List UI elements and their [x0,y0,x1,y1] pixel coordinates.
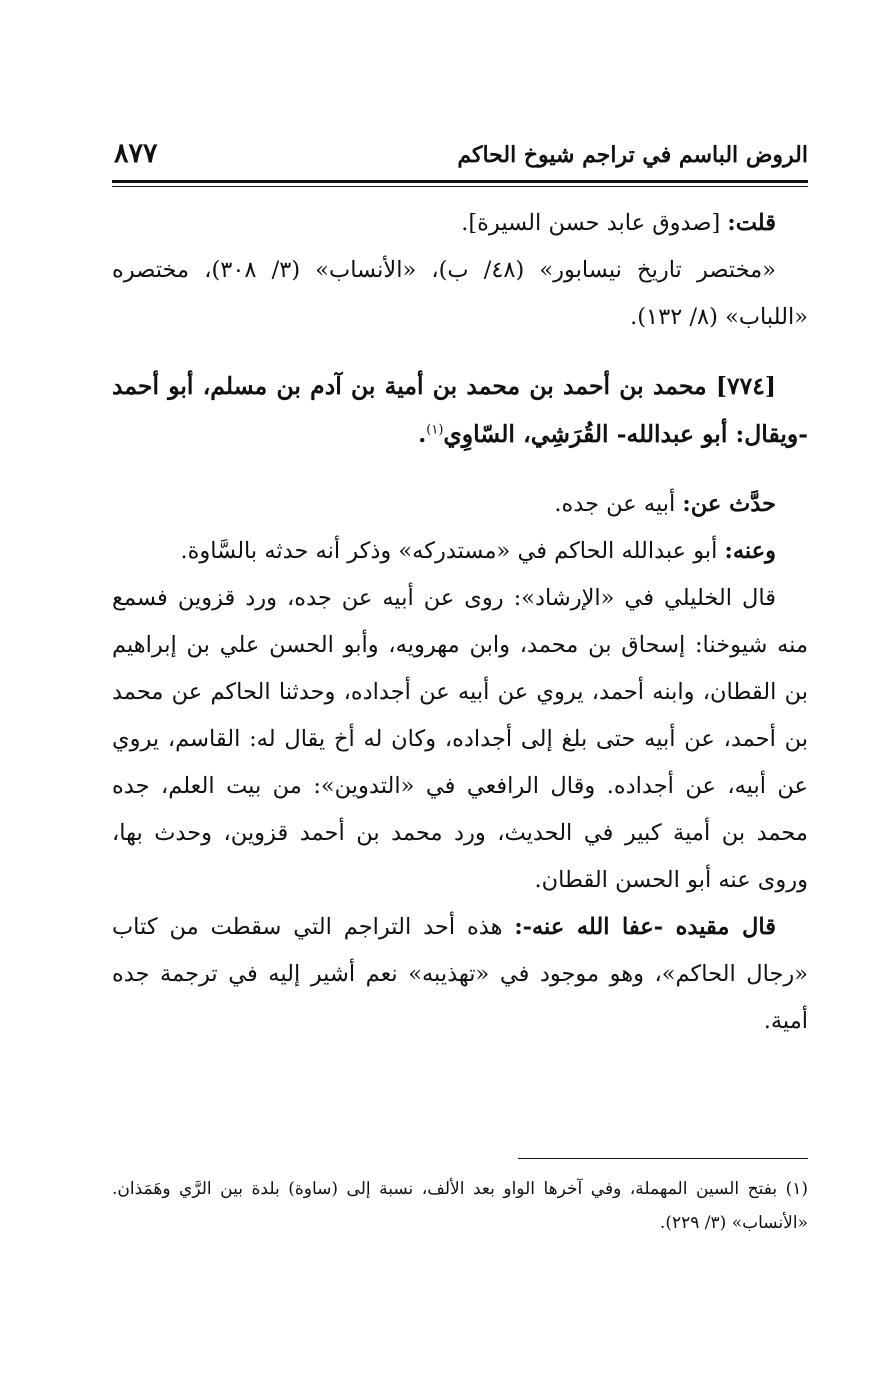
header-rule-thin [112,186,808,187]
paragraph-text: [صدوق عابد حسن السيرة]. [461,210,728,236]
footnote-1: (١) بفتح السين المهملة، وفي آخرها الواو بعد الألف، نسبة إلى (ساوة) بلدة بين الرَّي وهَمَذان. «الأنساب» (٣/ ٢٢٩). [112,1179,808,1233]
paragraph-haddath [112,481,808,528]
entry-name: محمد بن أحمد بن محمد بن أمية بن آدم بن مسلم، أبو أحمد -ويقال: أبو عبدالله- القُرَشِي، السّاوِي [112,372,808,448]
header-rule-thick [112,180,808,183]
paragraph-muqayyid [112,904,808,1045]
paragraph-lead: قلت: [727,210,776,236]
main-text [112,200,808,1045]
paragraph-anhu [112,528,808,575]
page-number: ٨٧٧ [114,138,158,169]
paragraph-khalili [112,575,808,904]
paragraph-sources [112,247,808,341]
paragraph-text: قال الخليلي في «الإرشاد»: روى عن أبيه عن جده، ورد قزوين فسمع منه شيوخنا: إسحاق بن محمد، وابن مهرويه، وأبو الحسن علي بن إبراهيم بن القطان، وابنه أحمد، يروي عن أبيه عن أجداده، وحدثنا الحاكم عن محمد بن أحمد، عن أبيه حتى بلغ إلى أجداده، وكان له أخ يقال له: القاسم، يروي عن أبيه، عن أجداده. وقال الرافعي في «التدوين»: من بيت العلم، جده محمد بن أمية كبير في الحديث، ورد محمد بن أحمد قزوين، وحدث بها، وروى عنه أبو الحسن القطان. [112,585,808,893]
entry-end: . [418,420,427,448]
page-header [112,138,808,178]
running-title: الروض الباسم في تراجم شيوخ الحاكم [457,142,808,168]
paragraph-qultu [112,200,808,247]
paragraph-text: «مختصر تاريخ نيسابور» (٤٨/ ب)، «الأنساب» (٣/ ٣٠٨)، مختصره «اللباب» (٨/ ١٣٢). [112,257,808,330]
paragraph-text: أبيه عن جده. [554,491,683,517]
paragraph-lead: وعنه: [724,538,776,564]
footnotes [112,1172,808,1240]
paragraph-lead: حدَّث عن: [682,491,776,517]
footnote-rule [518,1158,808,1159]
footnote-reference: (١) [426,422,444,438]
entry-number: [٧٧٤] [715,372,776,400]
paragraph-lead: قال مقيده -عفا الله عنه-: [514,914,776,940]
entry-heading [112,363,808,459]
paragraph-text: أبو عبدالله الحاكم في «مستدركه» وذكر أنه حدثه بالسَّاوة. [180,538,725,564]
paragraph-text: هذه أحد التراجم التي سقطت من كتاب «رجال الحاكم»، وهو موجود في «تهذيبه» نعم أشير إليه في ترجمة جده أمية. [112,914,809,1034]
